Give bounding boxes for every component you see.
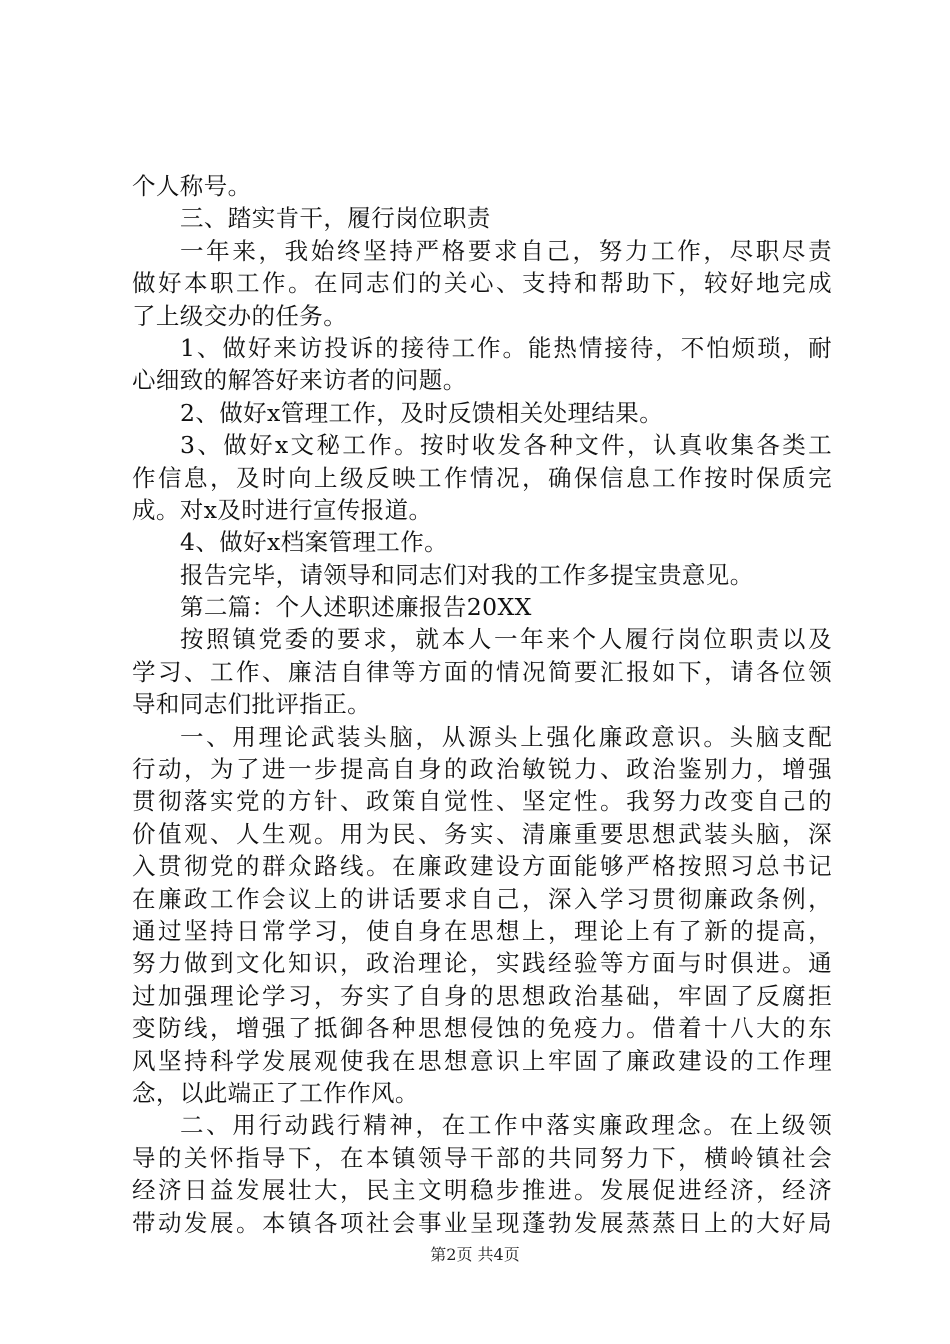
text-line: 做好本职工作。在同志们的关心、支持和帮助下，较好地完成 (132, 269, 832, 298)
text-line: 入贯彻党的群众路线。在廉政建设方面能够严格按照习总书记 (132, 852, 832, 881)
text-line: 经济日益发展壮大，民主文明稳步推进。发展促进经济，经济 (132, 1176, 832, 1205)
text-line: 学习、工作、廉洁自律等方面的情况简要汇报如下，请各位领 (132, 657, 832, 686)
text-line: 心细致的解答好来访者的问题。 (132, 366, 467, 395)
text-line: 风坚持科学发展观使我在思想意识上牢固了廉政建设的工作理 (132, 1046, 832, 1075)
text-line: 报告完毕，请领导和同志们对我的工作多提宝贵意见。 (180, 560, 754, 589)
text-line: 在廉政工作会议上的讲话要求自己，深入学习贯彻廉政条例， (132, 884, 832, 913)
text-line: 成。对x及时进行宣传报道。 (132, 495, 433, 524)
text-line: 按照镇党委的要求，就本人一年来个人履行岗位职责以及 (180, 625, 832, 654)
text-line: 个人称号。 (132, 172, 252, 200)
text-line: 导和同志们批评指正。 (132, 690, 371, 719)
text-line: 了上级交办的任务。 (132, 301, 348, 330)
document-body (132, 170, 832, 1239)
text-line: 变防线，增强了抵御各种思想侵蚀的免疫力。借着十八大的东 (132, 1014, 832, 1043)
text-line: 过加强理论学习，夯实了自身的思想政治基础，牢固了反腐拒 (132, 981, 832, 1010)
text-line: 二、用行动践行精神，在工作中落实廉政理念。在上级领 (180, 1111, 832, 1140)
text-line: 带动发展。本镇各项社会事业呈现蓬勃发展蒸蒸日上的大好局 (132, 1208, 832, 1237)
text-line: 价值观、人生观。用为民、务实、清廉重要思想武装头脑，深 (132, 819, 832, 848)
text-line: 贯彻落实党的方针、政策自觉性、坚定性。我努力改变自己的 (132, 787, 832, 816)
text-line: 作信息，及时向上级反映工作情况，确保信息工作按时保质完 (132, 463, 832, 492)
text-line: 一年来，我始终坚持严格要求自己，努力工作，尽职尽责 (180, 236, 832, 265)
text-line: 一、用理论武装头脑，从源头上强化廉政意识。头脑支配 (180, 722, 832, 751)
page-footer: 第2页 共4页 (430, 1245, 520, 1264)
text-line: 行动，为了进一步提高自身的政治敏锐力、政治鉴别力，增强 (132, 755, 832, 784)
text-line: 努力做到文化知识，政治理论，实践经验等方面与时俱进。通 (132, 949, 832, 978)
text-line: 通过坚持日常学习，使自身在思想上，理论上有了新的提高， (132, 916, 832, 945)
text-line: 2、做好x管理工作，及时反馈相关处理结果。 (180, 398, 664, 427)
text-line: 3、做好x文秘工作。按时收发各种文件，认真收集各类工 (180, 431, 832, 460)
text-line: 三、踏实肯干，履行岗位职责 (180, 204, 491, 233)
text-line: 4、做好x档案管理工作。 (180, 528, 449, 557)
text-line: 导的关怀指导下，在本镇领导干部的共同努力下，横岭镇社会 (132, 1143, 832, 1172)
text-line: 1、做好来访投诉的接待工作。能热情接待，不怕烦琐，耐 (180, 333, 832, 362)
text-line: 念，以此端正了工作作风。 (132, 1078, 419, 1107)
text-line: 第二篇：个人述职述廉报告20XX (180, 593, 532, 622)
